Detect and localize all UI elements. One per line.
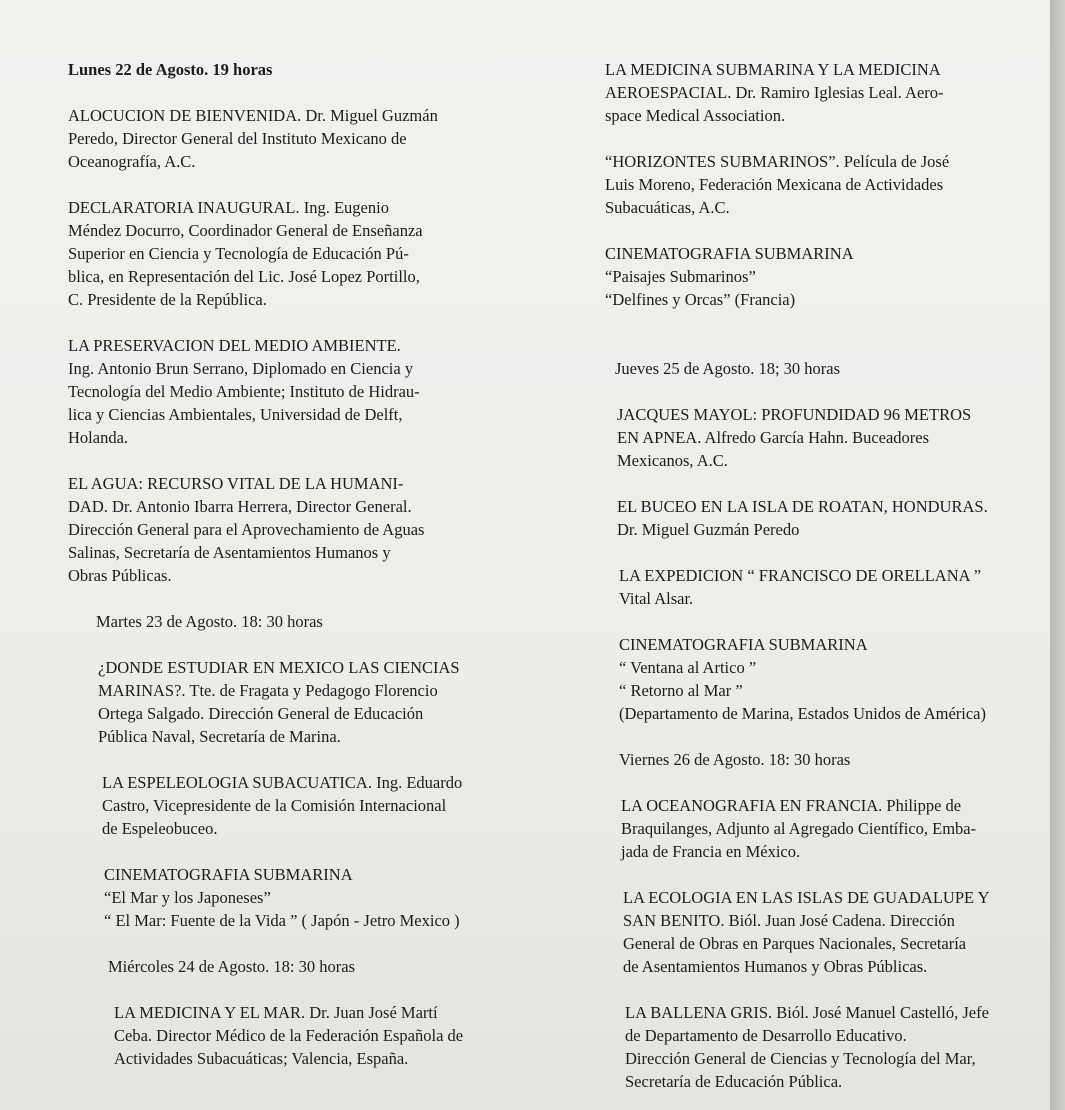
item-line: lica y Ciencias Ambientales, Universidad de Delft, — [68, 405, 403, 424]
item-line: LA EXPEDICION “ FRANCISCO DE ORELLANA ” — [619, 566, 982, 585]
item-line: Dirección General para el Aprovechamiento de Aguas — [68, 520, 425, 539]
item-line: Holanda. — [68, 428, 129, 447]
program-item — [605, 564, 1010, 610]
item-line: ALOCUCION DE BIENVENIDA. Dr. Miguel Guzmán — [68, 106, 438, 125]
program-item — [605, 403, 1010, 472]
item-line: Mexicanos, A.C. — [617, 451, 728, 470]
item-line: LA MEDICINA Y EL MAR. Dr. Juan José Martí — [114, 1003, 438, 1022]
item-line: Braquilanges, Adjunto al Agregado Científico, Emba- — [621, 819, 977, 838]
program-item — [68, 1001, 514, 1070]
item-line: LA ESPELEOLOGIA SUBACUATICA. Ing. Eduardo — [102, 773, 463, 792]
item-line: LA OCEANOGRAFIA EN FRANCIA. Philippe de — [621, 796, 962, 815]
item-line: jada de Francia en México. — [621, 842, 801, 861]
left-column — [68, 58, 498, 1070]
date-heading — [68, 58, 498, 81]
item-line: CINEMATOGRAFIA SUBMARINA — [104, 865, 353, 884]
item-line: “ El Mar: Fuente de la Vida ” ( Japón - Jetro Mexico ) — [104, 911, 460, 930]
item-line: Luis Moreno, Federación Mexicana de Actividades — [605, 175, 944, 194]
item-line: EL BUCEO EN LA ISLA DE ROATAN, HONDURAS. — [617, 497, 988, 516]
program-item — [605, 150, 1010, 219]
date-text: Martes 23 de Agosto. 18: 30 horas — [96, 612, 323, 631]
program-item — [68, 104, 498, 173]
program-item — [68, 196, 498, 311]
item-line: CINEMATOGRAFIA SUBMARINA — [619, 635, 868, 654]
item-line: “HORIZONTES SUBMARINOS”. Película de José — [605, 152, 950, 171]
item-line: “ Retorno al Mar ” — [619, 681, 743, 700]
item-line: Castro, Vicepresidente de la Comisión Internacional — [102, 796, 447, 815]
item-line: AEROESPACIAL. Dr. Ramiro Iglesias Leal. Aero- — [605, 83, 944, 102]
date-heading — [68, 955, 498, 978]
item-line: Salinas, Secretaría de Asentamientos Humanos y — [68, 543, 391, 562]
item-line: space Medical Association. — [605, 106, 786, 125]
item-line: DAD. Dr. Antonio Ibarra Herrera, Director General. — [68, 497, 412, 516]
item-line: LA MEDICINA SUBMARINA Y LA MEDICINA — [605, 60, 941, 79]
item-line: CINEMATOGRAFIA SUBMARINA — [605, 244, 854, 263]
program-item — [605, 633, 1010, 725]
program-item — [68, 771, 498, 840]
page-edge-shadow — [1050, 0, 1065, 1110]
item-line: Ing. Antonio Brun Serrano, Diplomado en Ciencia y — [68, 359, 414, 378]
item-line: Actividades Subacuáticas; Valencia, España. — [114, 1049, 409, 1068]
program-item — [605, 242, 1010, 311]
item-line: Superior en Ciencia y Tecnología de Educación Pú- — [68, 244, 409, 263]
date-text: Miércoles 24 de Agosto. 18: 30 horas — [108, 957, 356, 976]
date-text: Viernes 26 de Agosto. 18: 30 horas — [619, 750, 851, 769]
item-line: EL AGUA: RECURSO VITAL DE LA HUMANI- — [68, 474, 404, 493]
item-line: EN APNEA. Alfredo García Hahn. Buceadores — [617, 428, 930, 447]
item-line: “Delfines y Orcas” (Francia) — [605, 290, 796, 309]
item-line: Secretaría de Educación Pública. — [625, 1072, 843, 1091]
item-line: “ Ventana al Artico ” — [619, 658, 757, 677]
item-line: LA ECOLOGIA EN LAS ISLAS DE GUADALUPE Y — [623, 888, 990, 907]
item-line: de Asentamientos Humanos y Obras Públicas. — [623, 957, 928, 976]
item-line: C. Presidente de la República. — [68, 290, 267, 309]
date-heading — [68, 610, 498, 633]
item-line: Vital Alsar. — [619, 589, 694, 608]
program-item — [68, 656, 498, 748]
item-line: DECLARATORIA INAUGURAL. Ing. Eugenio — [68, 198, 389, 217]
program-item — [605, 886, 1010, 978]
item-line: LA PRESERVACION DEL MEDIO AMBIENTE. — [68, 336, 401, 355]
item-line: Dirección General de Ciencias y Tecnología del Mar, — [625, 1049, 976, 1068]
item-line: de Departamento de Desarrollo Educativo. — [625, 1026, 907, 1045]
program-item — [605, 1001, 1010, 1093]
program-item — [605, 794, 1010, 863]
item-line: Pública Naval, Secretaría de Marina. — [98, 727, 341, 746]
program-item — [605, 58, 1010, 127]
item-line: blica, en Representación del Lic. José Lopez Portillo, — [68, 267, 420, 286]
item-line: Ortega Salgado. Dirección General de Educación — [98, 704, 424, 723]
program-item — [605, 495, 1010, 541]
item-line: “El Mar y los Japoneses” — [104, 888, 271, 907]
date-text: Lunes 22 de Agosto. 19 horas — [68, 60, 273, 79]
item-line: Obras Públicas. — [68, 566, 172, 585]
item-line: Tecnología del Medio Ambiente; Instituto de Hidrau- — [68, 382, 420, 401]
program-item — [68, 472, 498, 587]
right-column — [605, 58, 1010, 1093]
item-line: Dr. Miguel Guzmán Peredo — [617, 520, 800, 539]
item-line: de Espeleobuceo. — [102, 819, 218, 838]
program-item — [68, 863, 498, 932]
item-line: MARINAS?. Tte. de Fragata y Pedagogo Florencio — [98, 681, 438, 700]
item-line: (Departamento de Marina, Estados Unidos de América) — [619, 704, 987, 723]
item-line: Subacuáticas, A.C. — [605, 198, 730, 217]
item-line: Ceba. Director Médico de la Federación Española de — [114, 1026, 464, 1045]
date-text: Jueves 25 de Agosto. 18; 30 horas — [615, 359, 841, 378]
program-item — [68, 334, 498, 449]
item-line: General de Obras en Parques Nacionales, Secretaría — [623, 934, 967, 953]
item-line: SAN BENITO. Biól. Juan José Cadena. Dirección — [623, 911, 955, 930]
item-line: JACQUES MAYOL: PROFUNDIDAD 96 METROS — [617, 405, 972, 424]
item-line: LA BALLENA GRIS. Biól. José Manuel Castelló, Jefe — [625, 1003, 989, 1022]
item-line: Peredo, Director General del Instituto Mexicano de — [68, 129, 407, 148]
date-heading — [605, 748, 1010, 771]
item-line: Méndez Docurro, Coordinador General de Enseñanza — [68, 221, 423, 240]
item-line: Oceanografía, A.C. — [68, 152, 196, 171]
date-heading — [605, 357, 1010, 380]
item-line: “Paisajes Submarinos” — [605, 267, 756, 286]
item-line: ¿DONDE ESTUDIAR EN MEXICO LAS CIENCIAS — [98, 658, 460, 677]
